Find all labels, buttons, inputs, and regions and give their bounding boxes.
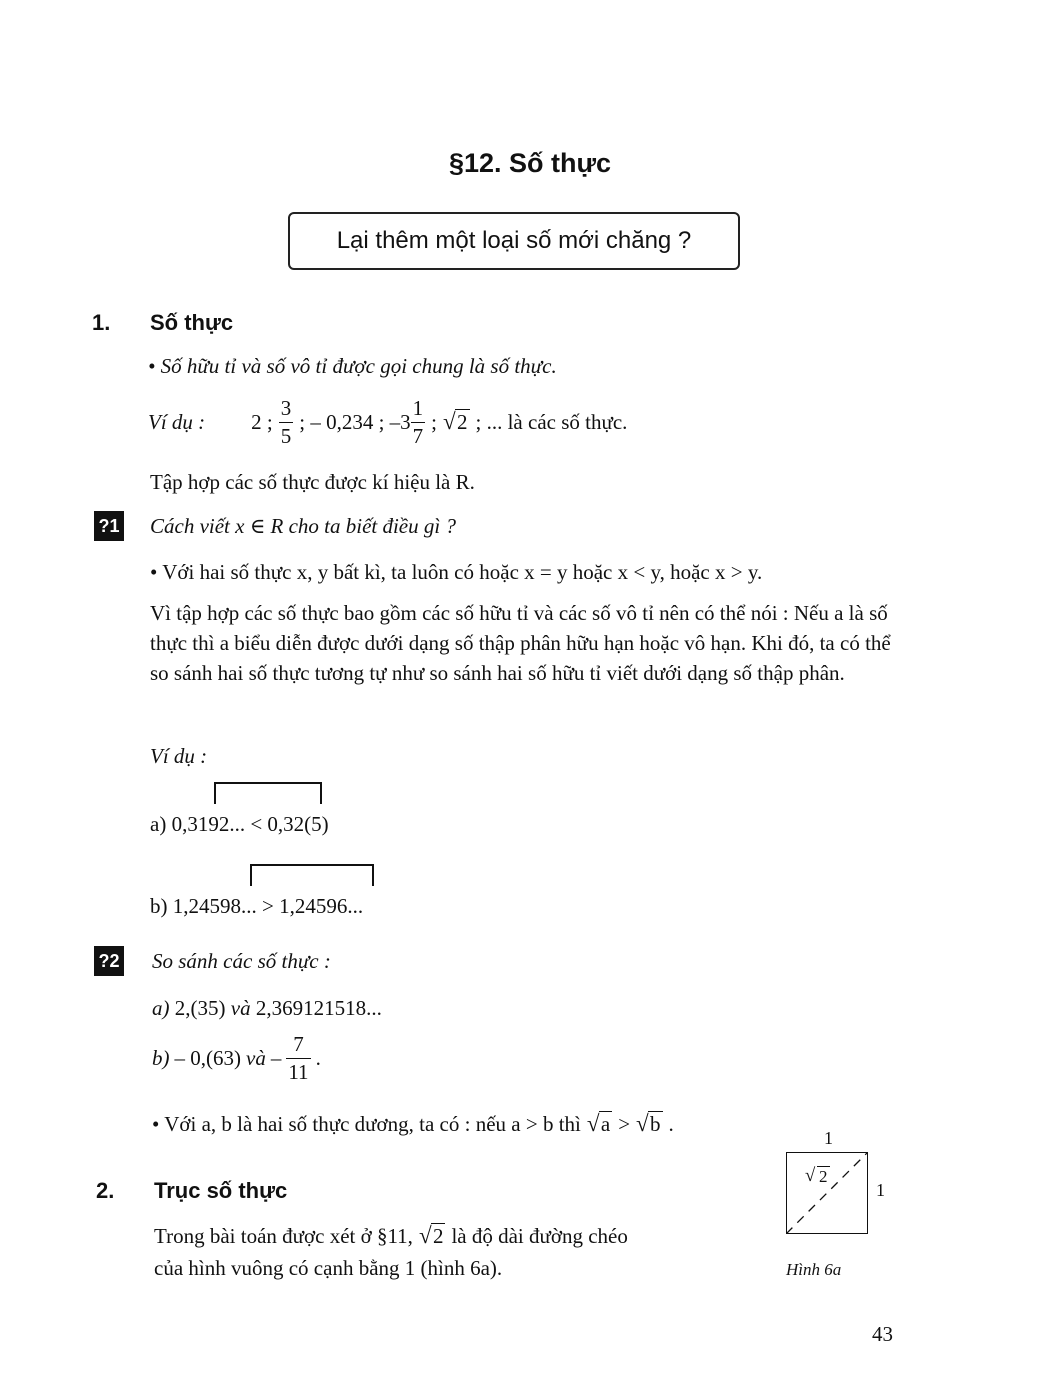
page-number: 43 — [872, 1322, 893, 1346]
section2-text-b: là độ dài đường chéo — [451, 1224, 628, 1248]
sqrt-2 — [443, 410, 470, 435]
sqrt-b-radicand: b — [650, 1112, 661, 1136]
page-title: §12. Số thực — [448, 148, 612, 178]
example1-c: ; — [431, 410, 438, 434]
diag-sqrt — [805, 1167, 830, 1187]
mixed-numerator: 1 — [411, 398, 426, 423]
diagonal-svg — [786, 1152, 868, 1234]
q2-b-end: . — [315, 1046, 321, 1070]
example1-a: 2 ; — [251, 410, 273, 434]
question-2-b — [152, 1034, 321, 1083]
q2-b-denominator: 11 — [288, 1060, 309, 1084]
fraction-3-5 — [279, 398, 294, 447]
q2-a-value: 2,(35) — [174, 996, 226, 1020]
subtitle-text: Lại thêm một loại số mới chăng ? — [336, 227, 692, 254]
q2-a-value2: 2,369121518... — [255, 996, 382, 1020]
example1-label: Ví dụ : — [148, 410, 206, 434]
comparison-bracket-b — [250, 864, 374, 886]
sqrt-b — [636, 1112, 663, 1137]
example1-d: ; ... là các số thực. — [475, 410, 628, 434]
sqrt-symbol: √ — [418, 1222, 432, 1248]
figure-top-label: 1 — [824, 1128, 833, 1148]
q2-b-value: – 0,(63) — [174, 1046, 241, 1070]
sqrt-rule-gt: > — [618, 1112, 631, 1136]
q2-a-and: và — [230, 996, 251, 1020]
section1-heading: Số thực — [150, 310, 234, 335]
sqrt-symbol: √ — [636, 1110, 649, 1136]
definition-text: • Số hữu tỉ và số vô tỉ được gọi chung là số thực. — [148, 354, 557, 378]
sqrt-rule-end: . — [668, 1112, 674, 1136]
q2-b-and: và — [246, 1046, 266, 1070]
sqrt-rule-text: • Với a, b là hai số thực dương, ta có : nếu a > b thì — [152, 1112, 581, 1136]
question-2-text: So sánh các số thực : — [152, 949, 331, 973]
mixed-fraction — [411, 398, 426, 447]
example1-b: ; – 0,234 ; –3 — [299, 410, 411, 434]
subtitle-box — [288, 212, 740, 270]
sqrt-symbol: √ — [443, 408, 456, 434]
set-notation: Tập hợp các số thực được kí hiệu là R. — [150, 470, 475, 494]
comparison-rule: • Với hai số thực x, y bất kì, ta luôn có hoặc x = y hoặc x < y, hoặc x > y. — [150, 560, 763, 584]
example2-b: b) 1,24598... > 1,24596... — [150, 894, 364, 918]
example2-a: a) 0,3192... < 0,32(5) — [150, 812, 329, 836]
section2-line2: của hình vuông có cạnh bằng 1 (hình 6a). — [154, 1256, 503, 1280]
section1-number: 1. — [92, 310, 111, 335]
sqrt-symbol: √ — [586, 1110, 600, 1136]
question-1-text: Cách viết x ∈ R cho ta biết điều gì ? — [150, 514, 456, 538]
sqrt-a-radicand: a — [600, 1112, 611, 1136]
example1-line — [148, 398, 627, 447]
diagonal-line — [786, 1152, 868, 1234]
section2-text-a: Trong bài toán được xét ở §11, — [154, 1224, 413, 1248]
section2-heading: Trục số thực — [154, 1178, 288, 1203]
fraction-7-11 — [286, 1034, 310, 1083]
q2-b-sign: – — [270, 1046, 282, 1070]
figure-caption: Hình 6a — [786, 1260, 842, 1279]
diag-sqrt-radicand: 2 — [819, 1167, 828, 1186]
mixed-denominator: 7 — [412, 424, 424, 448]
sqrt-rule — [152, 1112, 674, 1137]
explanation-paragraph: Vì tập hợp các số thực bao gồm các số hữu tỉ và các số vô tỉ nên có thể nói : Nếu a là số thực thì a biểu diễn được dưới dạng số thập phân hữu hạn hoặc vô hạn. Khi đó, ta có thể so sánh hai số thực tương tự như so sánh hai số hữu tỉ viết dưới dạng số thập phân. — [150, 601, 891, 685]
section2-line1 — [154, 1224, 628, 1249]
square-figure — [786, 1152, 868, 1234]
question-badge-2: ?2 — [94, 946, 124, 976]
question-badge-1: ?1 — [94, 511, 124, 541]
comparison-bracket-a — [214, 782, 322, 804]
q2-a-label: a) — [152, 996, 170, 1020]
sqrt-a — [587, 1112, 612, 1137]
sqrt-symbol: √ — [805, 1165, 816, 1186]
q2-b-numerator: 7 — [286, 1034, 310, 1059]
sqrt-radicand: 2 — [457, 410, 468, 434]
figure-side-label: 1 — [876, 1180, 885, 1200]
question-2-a — [152, 996, 382, 1021]
fraction-numerator: 3 — [279, 398, 294, 423]
example2-label: Ví dụ : — [150, 744, 208, 768]
sqrt-2-section2 — [419, 1224, 446, 1249]
sqrt-radicand: 2 — [432, 1224, 444, 1248]
q2-b-label: b) — [152, 1046, 170, 1070]
fraction-denominator: 5 — [280, 424, 292, 448]
section2-number: 2. — [96, 1178, 115, 1203]
